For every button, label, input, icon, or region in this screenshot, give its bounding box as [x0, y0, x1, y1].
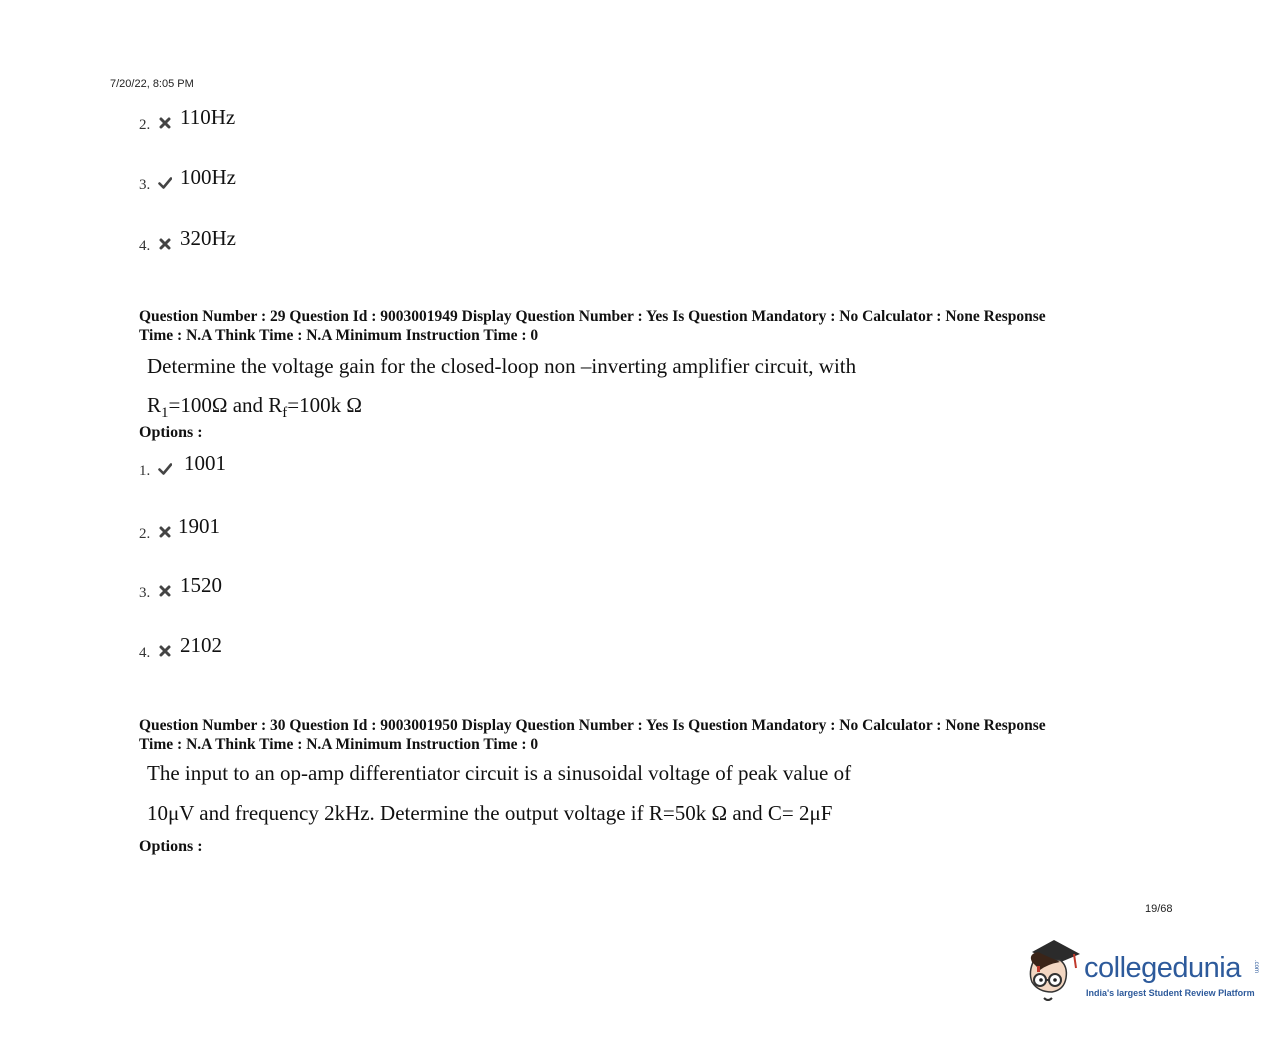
mascot-icon: [1024, 938, 1084, 1008]
cross-icon: [158, 237, 172, 251]
option-number: 4.: [139, 238, 151, 254]
question-29-text: Determine the voltage gain for the closed-loop non –inverting amplifier circuit, with: [147, 354, 857, 378]
cross-icon: [158, 116, 172, 130]
cross-icon: [158, 525, 172, 539]
formula-rf-subscript: f: [282, 405, 288, 422]
option-value: 1001: [184, 451, 226, 475]
formula-r1-subscript: 1: [161, 405, 169, 422]
cross-icon: [158, 584, 172, 598]
cross-icon: [158, 644, 172, 658]
question-30-text-line2: 10μV and frequency 2kHz. Determine the output voltage if R=50k Ω and C= 2μF: [147, 801, 833, 825]
formula-r1-label: R: [147, 393, 162, 417]
check-icon: [158, 176, 172, 190]
print-timestamp: 7/20/22, 8:05 PM: [110, 78, 194, 90]
option-value: 1520: [180, 573, 222, 597]
question-30-text-line1: The input to an op-amp differentiator circuit is a sinusoidal voltage of peak value of: [147, 761, 852, 785]
option-value: 2102: [180, 633, 222, 657]
question-meta-line: Time : N.A Think Time : N.A Minimum Instruction Time : 0: [139, 327, 539, 344]
brand-suffix: .com: [1253, 960, 1259, 974]
option-value: 110Hz: [180, 105, 236, 129]
option-value: 320Hz: [180, 226, 236, 250]
brand-tagline: India's largest Student Review Platform: [1086, 988, 1255, 998]
brand-name: collegedunia: [1084, 952, 1241, 984]
question-meta-line: Question Number : 30 Question Id : 9003001950 Display Question Number : Yes Is Question Mandatory : No Calculator : None Response: [139, 717, 1046, 734]
question-30-meta: [139, 716, 1149, 754]
formula-rf-value: =100k Ω: [287, 393, 362, 417]
page-number: 19/68: [1145, 903, 1173, 915]
question-29-meta: [139, 307, 1149, 345]
formula-r1-value: =100Ω and R: [168, 393, 283, 417]
option-value: 100Hz: [180, 165, 236, 189]
question-29-formula: [147, 393, 362, 422]
option-number: 4.: [139, 645, 151, 661]
option-value: 1901: [178, 514, 220, 538]
option-number: 1.: [139, 463, 151, 479]
collegedunia-logo: [1022, 938, 1262, 1008]
options-label: Options :: [139, 424, 203, 441]
question-meta-line: Question Number : 29 Question Id : 9003001949 Display Question Number : Yes Is Question Mandatory : No Calculator : None Response: [139, 308, 1046, 325]
option-number: 3.: [139, 585, 151, 601]
option-number: 3.: [139, 177, 151, 193]
option-number: 2.: [139, 526, 151, 542]
question-meta-line: Time : N.A Think Time : N.A Minimum Instruction Time : 0: [139, 736, 539, 753]
options-label: Options :: [139, 838, 203, 855]
option-number: 2.: [139, 117, 151, 133]
check-icon: [158, 462, 172, 476]
